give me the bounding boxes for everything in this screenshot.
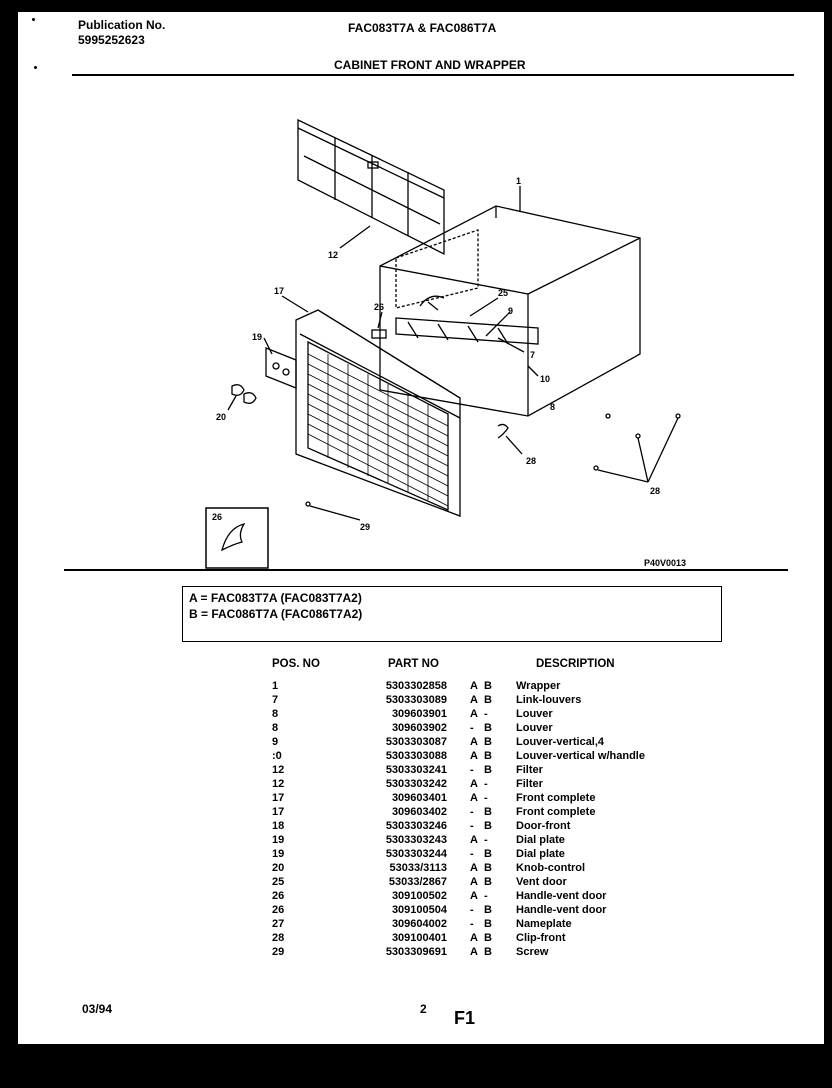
callout-label: 8 xyxy=(550,402,556,412)
pos-cell: 8 xyxy=(272,722,279,734)
front-panel xyxy=(296,310,460,516)
model-b-cell: B xyxy=(484,764,492,776)
model-a-cell: A xyxy=(470,932,478,944)
part-number-cell: 309603902 xyxy=(391,722,447,734)
model-b-cell: B xyxy=(484,722,492,734)
model-a-cell: A xyxy=(470,778,478,790)
model-b-cell: B xyxy=(484,946,492,958)
pos-cell: 26 xyxy=(272,904,285,916)
table-row xyxy=(272,876,692,890)
callout-label: 7 xyxy=(530,350,536,360)
legend-line-b: B = FAC086T7A (FAC086T7A2) xyxy=(189,607,363,621)
pos-cell: 29 xyxy=(272,946,285,958)
model-b-cell: - xyxy=(484,708,488,720)
part-number-cell: 309100504 xyxy=(391,904,447,916)
description-cell: Louver-vertical,4 xyxy=(516,736,605,748)
callout-label: 20 xyxy=(216,412,227,422)
table-row xyxy=(272,862,692,876)
part-number-cell: 5303303241 xyxy=(385,764,447,776)
description-cell: Front complete xyxy=(516,806,596,818)
knob xyxy=(232,385,244,396)
description-cell: Dial plate xyxy=(516,834,565,846)
model-a-cell: A xyxy=(470,680,478,692)
description-cell: Knob-control xyxy=(516,862,586,874)
model-b-cell: B xyxy=(484,736,492,748)
pos-cell: 9 xyxy=(272,736,279,748)
model-a-cell: A xyxy=(470,946,478,958)
description-cell: Screw xyxy=(516,946,549,958)
part-number-cell: 5303303242 xyxy=(385,778,447,790)
table-row xyxy=(272,778,692,792)
pos-cell: :0 xyxy=(272,750,282,762)
table-row xyxy=(272,722,692,736)
legend-line-a: A = FAC083T7A (FAC083T7A2) xyxy=(189,591,362,605)
model-a-cell: A xyxy=(470,834,478,846)
description-cell: Handle-vent door xyxy=(516,904,607,916)
pos-cell: 12 xyxy=(272,764,285,776)
model-b-cell: B xyxy=(484,918,492,930)
model-a-cell: A xyxy=(470,890,478,902)
table-row xyxy=(272,848,692,862)
table-row xyxy=(272,820,692,834)
model-b-cell: B xyxy=(484,904,492,916)
section-divider xyxy=(64,569,788,571)
model-a-cell: - xyxy=(470,722,474,734)
model-b-cell: - xyxy=(484,778,488,790)
description-cell: Vent door xyxy=(516,876,567,888)
part-number-cell: 53033/2867 xyxy=(388,876,447,888)
description-cell: Louver-vertical w/handle xyxy=(516,750,645,762)
table-row xyxy=(272,764,692,778)
pos-cell: 27 xyxy=(272,918,285,930)
model-b-cell: B xyxy=(484,820,492,832)
table-row xyxy=(272,932,692,946)
footer-code: F1 xyxy=(454,1008,476,1028)
header-desc: DESCRIPTION xyxy=(536,658,615,670)
model-a-cell: - xyxy=(470,806,474,818)
part-number-cell: 309603402 xyxy=(391,806,447,818)
model-b-cell: B xyxy=(484,750,492,762)
header-part: PART NO xyxy=(388,658,439,670)
model-a-cell: - xyxy=(470,918,474,930)
description-cell: Handle-vent door xyxy=(516,890,607,902)
model-a-cell: - xyxy=(470,848,474,860)
pos-cell: 17 xyxy=(272,792,285,804)
model-a-cell: A xyxy=(470,736,478,748)
model-legend xyxy=(182,586,722,642)
callout-label: 9 xyxy=(508,306,514,316)
callout-label: 25 xyxy=(498,288,509,298)
description-cell: Door-front xyxy=(516,820,571,832)
pos-cell: 19 xyxy=(272,834,285,846)
pos-cell: 12 xyxy=(272,778,285,790)
scan-speck xyxy=(32,18,35,21)
pos-cell: 8 xyxy=(272,708,279,720)
part-number-cell: 5303303243 xyxy=(385,834,447,846)
model-b-cell: B xyxy=(484,848,492,860)
part-number-cell: 309100401 xyxy=(391,932,447,944)
callout-label: 28 xyxy=(526,456,537,466)
model-b-cell: B xyxy=(484,876,492,888)
table-row xyxy=(272,890,692,904)
description-cell: Clip-front xyxy=(516,932,566,944)
pos-cell: 26 xyxy=(272,890,285,902)
part-number-cell: 5303302858 xyxy=(385,680,447,692)
model-a-cell: - xyxy=(470,764,474,776)
description-cell: Front complete xyxy=(516,792,596,804)
part-number-cell: 5303303088 xyxy=(385,750,447,762)
model-a-cell: A xyxy=(470,862,478,874)
model-a-cell: A xyxy=(470,694,478,706)
diagram-code: P40V0013 xyxy=(644,558,687,568)
table-row xyxy=(272,834,692,848)
pos-cell: 18 xyxy=(272,820,285,832)
footer-date: 03/94 xyxy=(82,1002,113,1016)
model-a-cell: A xyxy=(470,708,478,720)
table-row xyxy=(272,904,692,918)
callout-label: 29 xyxy=(360,522,371,532)
callout-label: 17 xyxy=(274,286,285,296)
page-number: 2 xyxy=(420,1002,427,1016)
table-row xyxy=(272,792,692,806)
dial-plate xyxy=(266,348,296,388)
part-number-cell: 5303303087 xyxy=(385,736,447,748)
header-rule xyxy=(72,74,794,76)
part-number-cell: 5303303089 xyxy=(385,694,447,706)
model-a-cell: A xyxy=(470,876,478,888)
model-numbers: FAC083T7A & FAC086T7A xyxy=(348,21,497,35)
model-b-cell: B xyxy=(484,680,492,692)
part-number-cell: 5303303244 xyxy=(385,848,447,860)
model-b-cell: - xyxy=(484,792,488,804)
model-a-cell: - xyxy=(470,820,474,832)
pos-cell: 28 xyxy=(272,932,285,944)
table-row xyxy=(272,806,692,820)
table-row xyxy=(272,708,692,722)
callout-label: 26 xyxy=(212,512,223,522)
part-number-cell: 309100502 xyxy=(391,890,447,902)
callout-label: 10 xyxy=(540,374,551,384)
model-a-cell: A xyxy=(470,792,478,804)
part-number-cell: 53033/3113 xyxy=(389,862,447,874)
part-number-cell: 5303303246 xyxy=(385,820,447,832)
diagram-svg xyxy=(148,98,728,578)
model-b-cell: - xyxy=(484,834,488,846)
model-b-cell: B xyxy=(484,694,492,706)
table-row xyxy=(272,750,692,764)
callout-label: 12 xyxy=(328,250,339,260)
part-number-cell: 309603401 xyxy=(391,792,447,804)
pos-cell: 7 xyxy=(272,694,279,706)
pos-cell: 25 xyxy=(272,876,285,888)
description-cell: Filter xyxy=(516,764,543,776)
model-b-cell: B xyxy=(484,806,492,818)
table-row xyxy=(272,694,692,708)
parts-page xyxy=(18,12,824,1044)
description-cell: Louver xyxy=(516,722,553,734)
pos-cell: 20 xyxy=(272,862,285,874)
table-row xyxy=(272,736,692,750)
callout-label: 28 xyxy=(650,486,661,496)
description-cell: Nameplate xyxy=(516,918,572,930)
description-cell: Wrapper xyxy=(516,680,561,692)
louver-assembly xyxy=(396,318,538,344)
description-cell: Filter xyxy=(516,778,543,790)
part-number-cell: 5303309691 xyxy=(385,946,447,958)
model-b-cell: B xyxy=(484,862,492,874)
part-number-cell: 309603901 xyxy=(391,708,447,720)
pos-cell: 17 xyxy=(272,806,285,818)
table-row xyxy=(272,946,692,960)
section-title: CABINET FRONT AND WRAPPER xyxy=(334,58,526,72)
pos-cell: 19 xyxy=(272,848,285,860)
callout-label: 19 xyxy=(252,332,263,342)
model-a-cell: - xyxy=(470,904,474,916)
callout-label: 1 xyxy=(516,176,522,186)
publication-number: 5995252623 xyxy=(78,33,145,47)
model-b-cell: B xyxy=(484,932,492,944)
description-cell: Link-louvers xyxy=(516,694,582,706)
model-a-cell: A xyxy=(470,750,478,762)
description-cell: Louver xyxy=(516,708,553,720)
publication-label: Publication No. xyxy=(78,18,166,32)
callout-label: 26 xyxy=(374,302,385,312)
header-pos: POS. NO xyxy=(272,658,320,670)
part-number-cell: 309604002 xyxy=(391,918,447,930)
exploded-diagram xyxy=(148,98,728,578)
pos-cell: 1 xyxy=(272,680,279,692)
description-cell: Dial plate xyxy=(516,848,565,860)
table-row xyxy=(272,680,692,694)
table-row xyxy=(272,918,692,932)
scan-speck xyxy=(34,66,37,69)
model-b-cell: - xyxy=(484,890,488,902)
